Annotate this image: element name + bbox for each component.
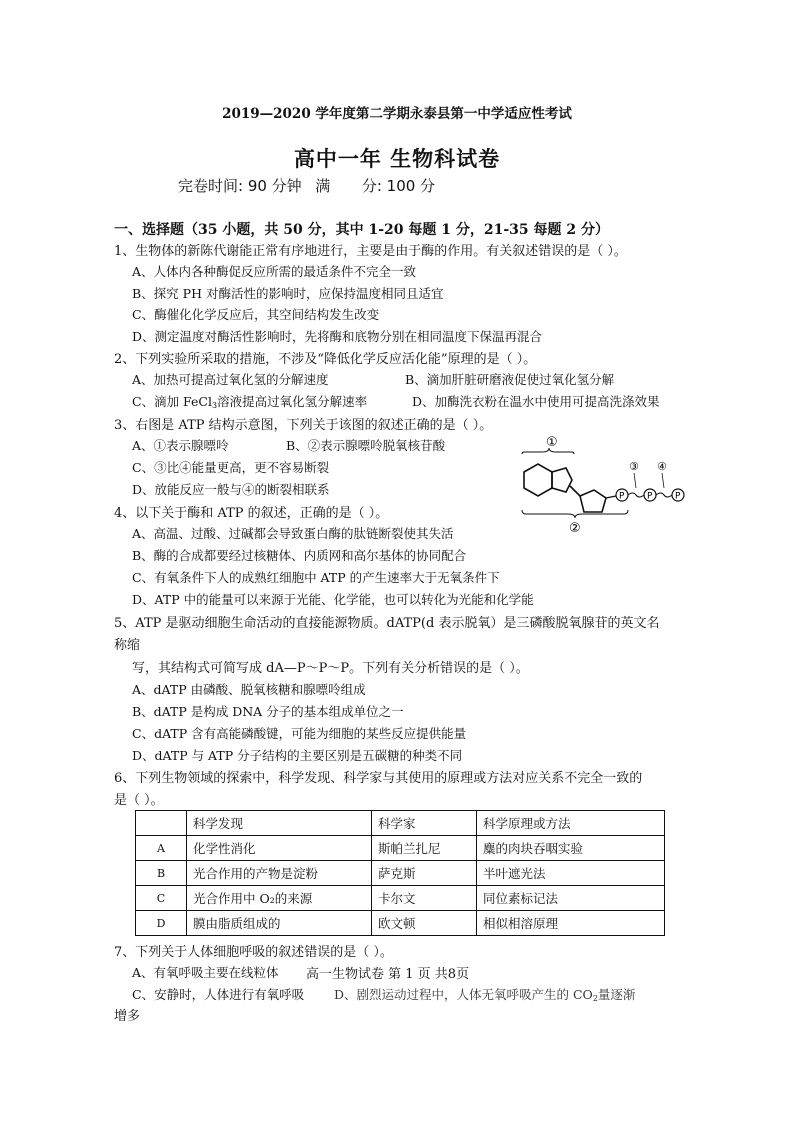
table-cell: 欧文顿 bbox=[372, 911, 477, 936]
table-row bbox=[136, 861, 665, 886]
table-header-cell bbox=[136, 811, 187, 836]
score-label-a: 满 bbox=[315, 177, 331, 195]
question-7-option-d-cont: 增多 bbox=[114, 1009, 141, 1024]
question-2-option-c: C、滴加 FeCl$_3$溶液提高过氧化氢分解速率 bbox=[132, 394, 368, 410]
question-3-stem: 3、右图是 ATP 结构示意图，下列关于该图的叙述正确的是（ ）。 bbox=[114, 418, 493, 433]
question-6-stem-line-2: 是（ ）。 bbox=[114, 793, 164, 808]
exam-title: 2019—2020 学年度第二学期永泰县第一中学适应性考试 bbox=[222, 106, 572, 122]
question-4-option-c: C、有氧条件下人的成熟红细胞中 ATP 的产生速率大于无氧条件下 bbox=[132, 570, 500, 585]
table-cell: C bbox=[136, 886, 187, 911]
table-cell: 化学性消化 bbox=[187, 836, 372, 861]
table-cell: 卡尔文 bbox=[372, 886, 477, 911]
question-3-option-a: A、①表示腺嘌呤 bbox=[132, 438, 229, 453]
question-2-option-d: D、加酶洗衣粉在温水中使用可提高洗涤效果 bbox=[412, 394, 660, 409]
table-header-cell: 科学家 bbox=[372, 811, 477, 836]
question-5-stem-line-1: 5、ATP 是驱动细胞生命活动的直接能源物质。dATP(d 表示脱氧）是三磷酸脱氧腺苷的英文名 bbox=[114, 616, 660, 631]
science-discovery-table bbox=[135, 810, 665, 936]
paper-title: 高中一年 生物科试卷 bbox=[293, 147, 501, 171]
time-label: 完卷时间: 90 分钟 bbox=[178, 177, 302, 195]
question-4-option-a: A、高温、过酸、过碱都会导致蛋白酶的肽链断裂使其失活 bbox=[132, 526, 454, 541]
question-3-option-d: D、放能反应一般与④的断裂相联系 bbox=[132, 482, 330, 497]
question-4-option-b: B、酶的合成都要经过核糖体、内质网和高尔基体的协同配合 bbox=[132, 548, 467, 563]
table-cell: 膜由脂质组成的 bbox=[187, 911, 372, 936]
table-cell: 相似相溶原理 bbox=[477, 911, 665, 936]
question-1-option-c: C、酶催化化学反应后，其空间结构发生改变 bbox=[132, 307, 380, 322]
question-3-option-b: B、②表示腺嘌呤脱氧核苷酸 bbox=[286, 438, 446, 453]
question-2-stem: 2、下列实验所采取的措施，不涉及“降低化学反应活化能”原理的是（ ）。 bbox=[114, 352, 537, 367]
question-1-option-b: B、探究 PH 对酶活性的影响时，应保持温度相同且适宜 bbox=[132, 286, 444, 301]
ribose-pentagon bbox=[580, 490, 606, 512]
table-row bbox=[136, 886, 665, 911]
label-4: ④ bbox=[657, 460, 667, 473]
table-cell: 光合作用中 O₂的来源 bbox=[187, 886, 372, 911]
question-1-stem: 1、生物体的新陈代谢能正常有序地进行，主要是由于酶的作用。有关叙述错误的是（ ）。 bbox=[114, 244, 627, 259]
question-7-option-a: A、有氧呼吸主要在线粒体 bbox=[132, 965, 279, 980]
table-cell: A bbox=[136, 836, 187, 861]
label-1: ① bbox=[546, 435, 558, 450]
table-header-row bbox=[136, 811, 665, 836]
table-cell: 萨克斯 bbox=[372, 861, 477, 886]
page-footer: 高一生物试卷 第 1 页 共8页 bbox=[306, 967, 470, 982]
question-5-option-d: D、dATP 与 ATP 分子结构的主要区别是五碳糖的种类不同 bbox=[132, 748, 463, 763]
svg-text:P: P bbox=[675, 491, 681, 502]
atp-structure-diagram bbox=[512, 428, 692, 536]
question-3-option-c: C、③比④能量更高，更不容易断裂 bbox=[132, 460, 330, 475]
adenine-hexagon bbox=[524, 464, 552, 496]
table-cell: 半叶遮光法 bbox=[477, 861, 665, 886]
table-cell: D bbox=[136, 911, 187, 936]
question-7-option-c: C、安静时，人体进行有氧呼吸 bbox=[132, 987, 305, 1002]
question-5-option-c: C、dATP 含有高能磷酸键，可能为细胞的某些反应提供能量 bbox=[132, 726, 467, 741]
question-5-stem-line-2: 称缩 bbox=[114, 638, 141, 653]
label-2: ② bbox=[569, 521, 581, 536]
table-row bbox=[136, 911, 665, 936]
question-5-stem-line-3: 写，其结构式可简写成 dA—P～P～P。下列有关分析错误的是（ ）。 bbox=[132, 661, 529, 676]
table-header-cell: 科学发现 bbox=[187, 811, 372, 836]
label-3: ③ bbox=[629, 460, 639, 473]
question-6-stem-line-1: 6、下列生物领域的探索中，科学发现、科学家与其使用的原理或方法对应关系不完全一致的 bbox=[114, 771, 643, 786]
table-cell: 斯帕兰扎尼 bbox=[372, 836, 477, 861]
svg-text:P: P bbox=[647, 491, 653, 502]
table-row bbox=[136, 836, 665, 861]
question-1-option-a: A、人体内各种酶促反应所需的最适条件不完全一致 bbox=[132, 264, 417, 279]
question-7-option-d: D、剧烈运动过程中，人体无氧呼吸产生的 $CO_2$量逐渐 bbox=[334, 987, 636, 1003]
table-cell: B bbox=[136, 861, 187, 886]
svg-text:P: P bbox=[619, 491, 625, 502]
question-4-option-d: D、ATP 中的能量可以来源于光能、化学能，也可以转化为光能和化学能 bbox=[132, 592, 534, 607]
question-5-option-b: B、dATP 是构成 DNA 分子的基本组成单位之一 bbox=[132, 704, 404, 719]
question-1-option-d: D、测定温度对酶活性影响时，先将酶和底物分别在相同温度下保温再混合 bbox=[132, 329, 543, 344]
table-cell: 同位素标记法 bbox=[477, 886, 665, 911]
question-4-stem: 4、以下关于酶和 ATP 的叙述，正确的是（ ）。 bbox=[114, 506, 389, 521]
question-7-stem: 7、下列关于人体细胞呼吸的叙述错误的是（ ）。 bbox=[114, 945, 393, 960]
table-cell: 麋的肉块吞咽实验 bbox=[477, 836, 665, 861]
table-cell: 光合作用的产物是淀粉 bbox=[187, 861, 372, 886]
section-heading: 一、选择题（35 小题，共 50 分，其中 1-20 每题 1 分，21-35 每题 2 分） bbox=[114, 222, 609, 238]
score-label-b: 分: 100 分 bbox=[361, 177, 436, 195]
adenine-pentagon bbox=[552, 468, 572, 492]
question-2-option-a: A、加热可提高过氧化氢的分解速度 bbox=[132, 372, 329, 387]
exam-meta bbox=[178, 175, 435, 196]
question-2-option-b: B、滴加肝脏研磨液促使过氧化氢分解 bbox=[405, 372, 615, 387]
question-5-option-a: A、dATP 由磷酸、脱氧核糖和腺嘌呤组成 bbox=[132, 682, 366, 697]
table-header-cell: 科学原理或方法 bbox=[477, 811, 665, 836]
